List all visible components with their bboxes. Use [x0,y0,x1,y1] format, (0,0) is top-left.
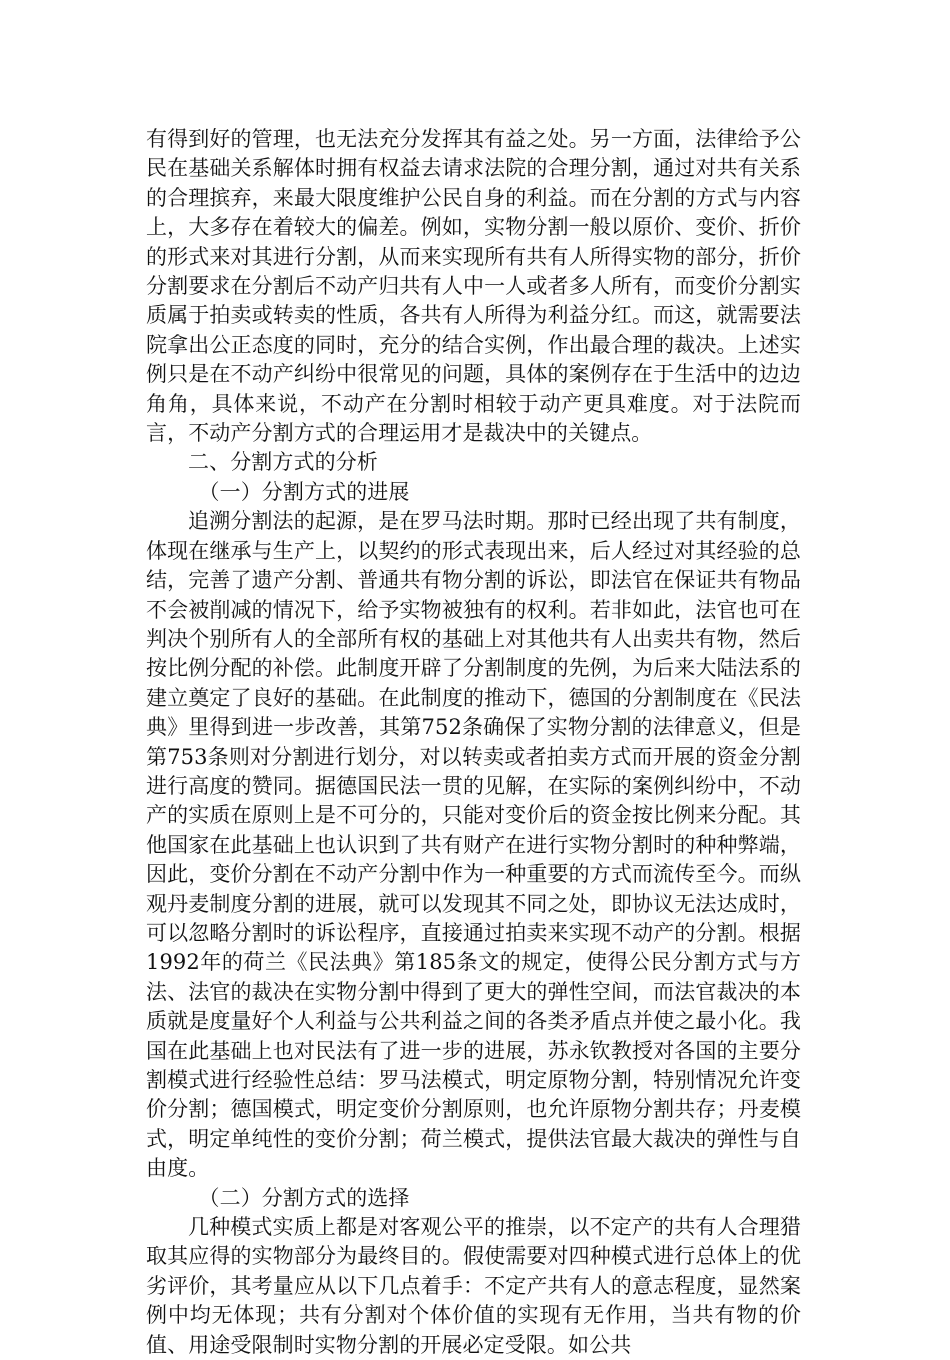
subsection-1-heading: （一）分割方式的进展 [198,479,410,504]
section-heading: 二、分割方式的分析 [188,450,378,475]
document-body [146,125,801,1360]
subsection-1-paragraph: 追溯分割法的起源，是在罗马法时期。那时已经出现了共有制度，体现在继承与生产上，以契约的形式表现出来，后人经过对其经验的总结，完善了遗产分割、普通共有物分割的诉讼，即法官在保证共有物品不会被削减的情况下，给予实物被独有的权利。若非如此，法官也可在判决个别所有人的全部所有权的基础上对其他共有人出卖共有物，然后按比例分配的补偿。此制度开辟了分割制度的先例，为后来大陆法系的建立奠定了良好的基础。在此制度的推动下，德国的分割制度在《民法典》里得到进一步改善，其第752条确保了实物分割的法律意义，但是第753条则对分割进行划分，对以转卖或者拍卖方式而开展的资金分割进行高度的赞同。据德国民法一贯的见解，在实际的案例纠纷中，不动产的实质在原则上是不可分的，只能对变价后的资金按比例来分配。其他国家在此基础上也认识到了共有财产在进行实物分割时的种种弊端，因此，变价分割在不动产分割中作为一种重要的方式而流传至今。而纵观丹麦制度分割的进展，就可以发现其不同之处，即协议无法达成时，可以忽略分割时的诉讼程序，直接通过拍卖来实现不动产的分割。根据1992年的荷兰《民法典》第185条文的规定，使得公民分割方式与方法、法官的裁决在实物分割中得到了更大的弹性空间，而法官裁决的本质就是度量好个人利益与公共利益之间的各类矛盾点并使之最小化。我国在此基础上也对民法有了进一步的进展，苏永钦教授对各国的主要分割模式进行经验性总结：罗马法模式，明定原物分割，特别情况允许变价分割；德国模式，明定变价分割原则，也允许原物分割共存；丹麦模式，明定单纯性的变价分割；荷兰模式，提供法官最大裁决的弹性与自由度。 [146,509,801,1181]
intro-paragraph: 有得到好的管理，也无法充分发挥其有益之处。另一方面，法律给予公民在基础关系解体时拥有权益去请求法院的合理分割，通过对共有关系的合理摈弃，来最大限度维护公民自身的利益。而在分割的方式与内容上，大多存在着较大的偏差。例如，实物分割一般以原价、变价、折价的形式来对其进行分割，从而来实现所有共有人所得实物的部分，折价分割要求在分割后不动产归共有人中一人或者多人所有，而变价分割实质属于拍卖或转卖的性质，各共有人所得为利益分红。而这，就需要法院拿出公正态度的同时，充分的结合实例，作出最合理的裁决。上述实例只是在不动产纠纷中很常见的问题，具体的案例存在于生活中的边边角角，具体来说，不动产在分割时相较于动产更具难度。对于法院而言，不动产分割方式的合理运用才是裁决中的关键点。 [146,127,801,446]
subsection-2-heading: （二）分割方式的选择 [198,1185,410,1210]
subsection-2-paragraph: 几种模式实质上都是对客观公平的推崇，以不定产的共有人合理猎取其应得的实物部分为最终目的。假使需要对四种模式进行总体上的优劣评价，其考量应从以下几点着手：不定产共有人的意志程度，显然案例中均无体现；共有分割对个体价值的实现有无作用，当共有物的价值、用途受限制时实物分割的开展必定受限。如公共 [146,1215,801,1357]
